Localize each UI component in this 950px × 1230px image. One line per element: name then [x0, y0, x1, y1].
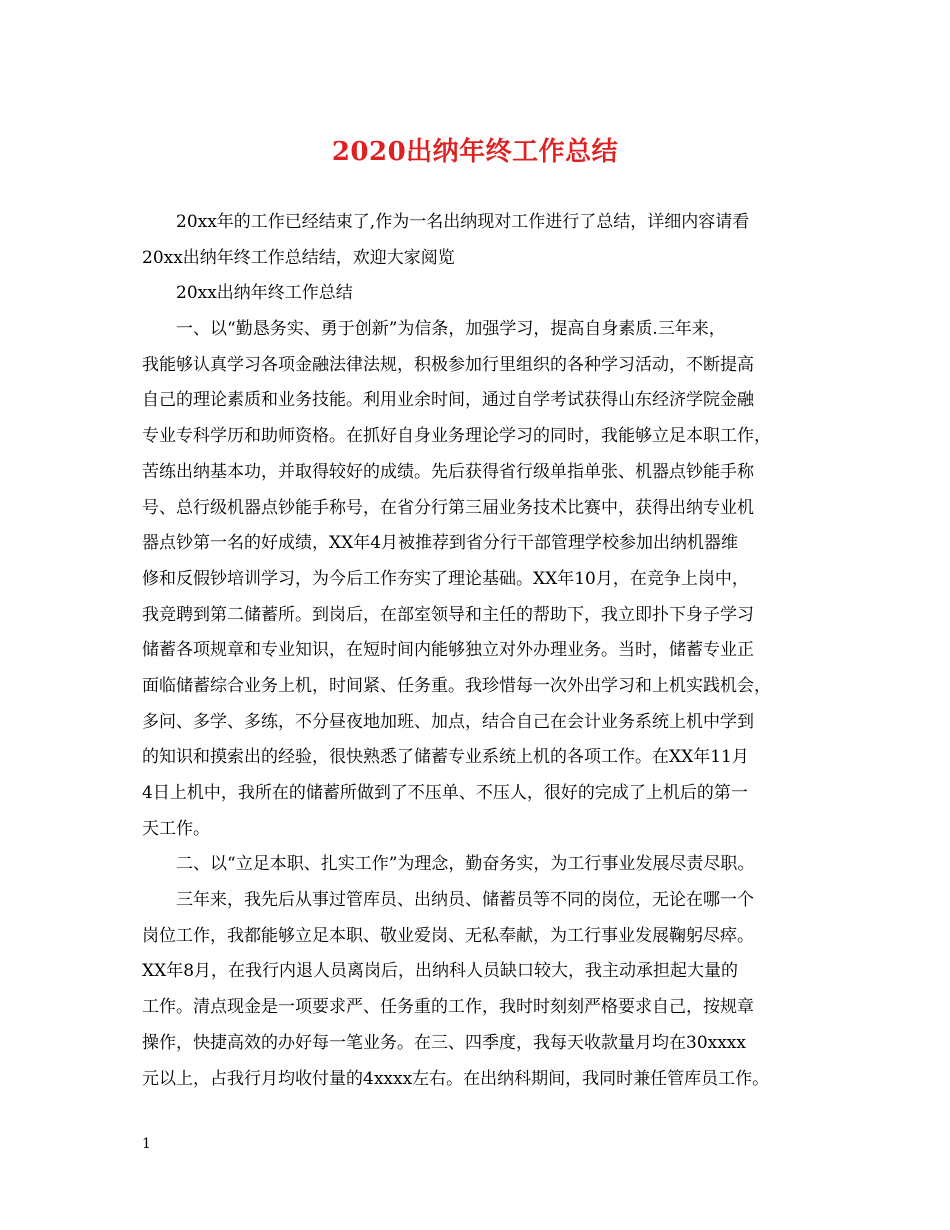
text-line: 工作。清点现金是一项要求严、任务重的工作，我时时刻刻严格要求自己，按规章	[142, 997, 754, 1018]
text-line: 储蓄各项规章和专业知识，在短时间内能够独立对外办理业务。当时，储蓄专业正	[142, 640, 754, 661]
text-line: 岗位工作，我都能够立足本职、敬业爱岗、无私奉献，为工行事业发展鞠躬尽瘁。	[142, 925, 754, 946]
text-line: 4日上机中，我所在的储蓄所做到了不压单、不压人，很好的完成了上机后的第一	[142, 783, 748, 803]
text-line: 二、以“立足本职、扎实工作”为理念，勤奋务实，为工行事业发展尽责尽职。	[176, 854, 755, 875]
text-line: 修和反假钞培训学习，为今后工作夯实了理论基础。XX年10月，在竞争上岗中，	[142, 568, 749, 589]
text-line: 器点钞第一名的好成绩，XX年4月被推荐到省分行干部管理学校参加出纳机器维	[142, 533, 739, 554]
text-line: 天工作。	[142, 818, 210, 839]
text-line: 元以上，占我行月均收付量的4xxxx左右。在出纳科期间，我同时兼任管库员工作。	[142, 1068, 770, 1089]
text-line: 三年来，我先后从事过管库员、出纳员、储蓄员等不同的岗位，无论在哪一个	[176, 890, 754, 911]
text-line: 我竞聘到第二储蓄所。到岗后，在部室领导和主任的帮助下，我立即扑下身子学习	[142, 604, 754, 625]
document-body	[142, 205, 822, 1097]
text-line: 20xx年的工作已经结束了,作为一名出纳现对工作进行了总结，详细内容请看	[176, 212, 750, 232]
text-line: XX年8月，在我行内退人员离岗后，出纳科人员缺口较大，我主动承担起大量的	[142, 961, 739, 982]
text-line: 苦练出纳基本功，并取得较好的成绩。先后获得省行级单指单张、机器点钞能手称	[142, 461, 754, 482]
text-line: 我能够认真学习各项金融法律法规，积极参加行里组织的各种学习活动，不断提高	[142, 354, 754, 375]
page-number: 1	[142, 1136, 151, 1152]
text-line: 一、以“勤恳务实、勇于创新”为信条，加强学习，提高自身素质.三年来，	[176, 319, 726, 340]
text-line: 操作，快捷高效的办好每一笔业务。在三、四季度，我每天收款量月均在30xxxx	[142, 1032, 746, 1053]
page-title: 2020出纳年终工作总结	[331, 137, 619, 167]
text-line: 面临储蓄综合业务上机，时间紧、任务重。我珍惜每一次外出学习和上机实践机会，	[142, 675, 771, 696]
text-line: 专业专科学历和助师资格。在抓好自身业务理论学习的同时，我能够立足本职工作，	[142, 426, 771, 447]
text-line: 的知识和摸索出的经验，很快熟悉了储蓄专业系统上机的各项工作。在XX年11月	[142, 747, 749, 768]
text-line: 20xx出纳年终工作总结结，欢迎大家阅览	[142, 247, 455, 268]
text-line: 自己的理论素质和业务技能。利用业余时间，通过自学考试获得山东经济学院金融	[142, 390, 754, 411]
text-line: 20xx出纳年终工作总结	[176, 283, 353, 304]
text-line: 号、总行级机器点钞能手称号，在省分行第三届业务技术比赛中，获得出纳专业机	[142, 497, 754, 518]
text-line: 多问、多学、多练，不分昼夜地加班、加点，结合自己在会计业务系统上机中学到	[142, 711, 754, 732]
